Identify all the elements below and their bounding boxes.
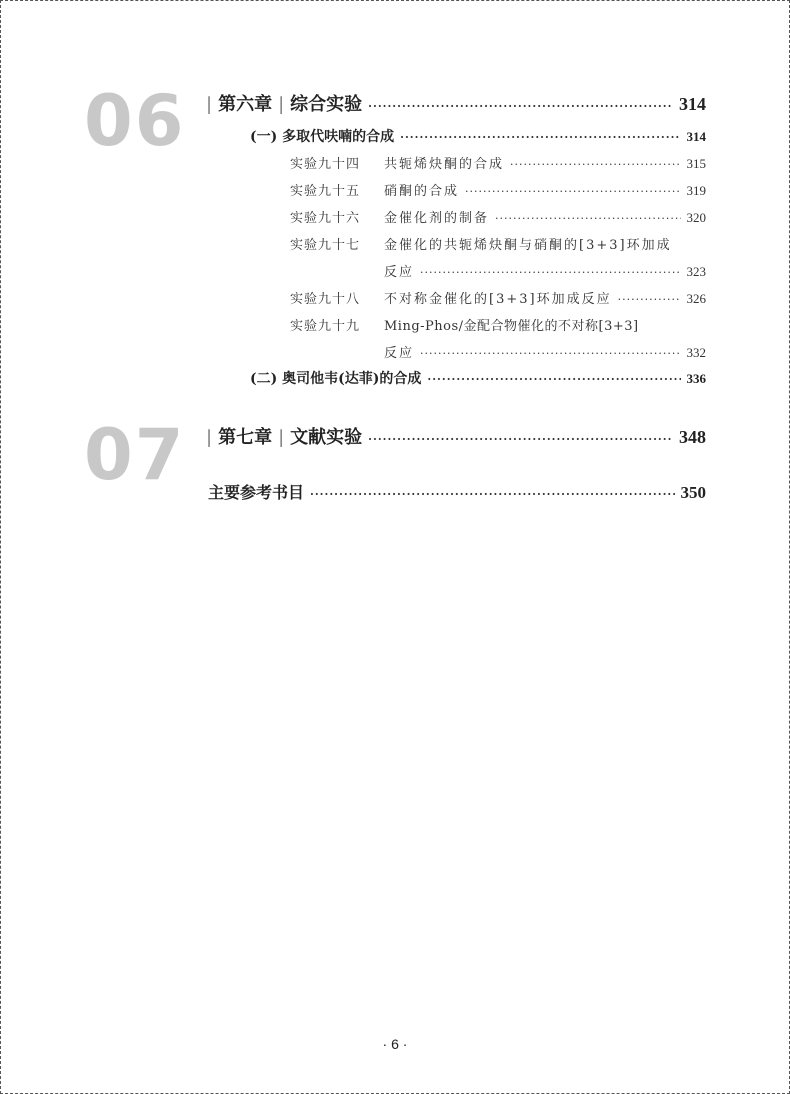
experiment-page: 332 — [686, 345, 706, 360]
experiment-entry[interactable] — [290, 288, 706, 307]
experiment-title: 硝酮的合成 — [384, 184, 460, 199]
chapter6-page: 314 — [679, 94, 706, 114]
chapter6-label: 第六章 — [218, 94, 273, 115]
leader-dots — [400, 131, 680, 144]
experiment-title: Ming-Phos/金配合物催化的不对称[3+3] — [384, 319, 639, 334]
leader-dots — [310, 488, 674, 501]
page-number: · 6 · — [382, 1036, 408, 1052]
experiment-number: 实验九十九 — [290, 319, 361, 334]
experiment-entry[interactable] — [290, 153, 706, 172]
leader-dots — [420, 266, 680, 279]
experiment-page: 315 — [686, 156, 706, 171]
section2-entry[interactable] — [250, 368, 706, 388]
leader-dots — [368, 433, 673, 446]
experiment-title: 金催化的共轭烯炔酮与硝酮的[3+3]环加成 — [384, 238, 672, 253]
experiment-title: 金催化剂的制备 — [384, 211, 490, 226]
chapter-divider: | — [278, 427, 285, 448]
section1-entry[interactable] — [250, 126, 706, 146]
experiment-number: 实验九十七 — [290, 238, 361, 253]
leader-dots — [618, 293, 681, 306]
leader-dots — [420, 347, 680, 360]
chapter-divider: | — [278, 94, 285, 115]
leader-dots — [368, 100, 673, 113]
experiment-page: 320 — [686, 210, 706, 225]
experiment-page: 326 — [686, 291, 706, 306]
experiment-page: 323 — [686, 264, 706, 279]
experiment-title-continued: 反应 — [384, 346, 415, 361]
section2-page: 336 — [686, 371, 706, 386]
experiment-entry[interactable] — [290, 207, 706, 226]
experiment-entry[interactable] — [290, 234, 706, 253]
experiment-number: 实验九十八 — [290, 292, 361, 307]
experiment-title-continued: 反应 — [384, 265, 415, 280]
experiment-number: 实验九十四 — [290, 157, 361, 172]
chapter7-label: 第七章 — [218, 427, 273, 448]
experiment-entry-continuation[interactable] — [384, 261, 706, 280]
experiment-page: 319 — [686, 183, 706, 198]
experiment-number: 实验九十五 — [290, 184, 361, 199]
leader-dots — [510, 158, 680, 171]
chapter-divider: | — [206, 94, 213, 115]
chapter7-title: 文献实验 — [290, 427, 363, 448]
experiment-title: 不对称金催化的[3+3]环加成反应 — [384, 292, 612, 307]
leader-dots — [465, 185, 680, 198]
chapter7-entry[interactable] — [206, 423, 706, 449]
references-page: 350 — [680, 483, 706, 502]
leader-dots — [495, 212, 680, 225]
section1-page: 314 — [686, 129, 706, 144]
experiment-number: 实验九十六 — [290, 211, 361, 226]
chapter6-title: 综合实验 — [290, 94, 363, 115]
section2-label: (二) 奥司他韦(达菲)的合成 — [250, 371, 422, 387]
references-label: 主要参考书目 — [208, 483, 305, 502]
chapter6-entry[interactable] — [206, 90, 706, 116]
experiment-title: 共轭烯炔酮的合成 — [384, 157, 505, 172]
chapter7-big-number: 07 — [84, 414, 186, 496]
chapter-divider: | — [206, 427, 213, 448]
experiment-entry[interactable] — [290, 315, 706, 334]
leader-dots — [427, 373, 680, 386]
experiment-entry[interactable] — [290, 180, 706, 199]
experiment-entry-continuation[interactable] — [384, 342, 706, 361]
references-entry[interactable] — [208, 480, 706, 503]
chapter7-page: 348 — [679, 427, 706, 447]
section1-label: (一) 多取代呋喃的合成 — [250, 129, 395, 145]
chapter6-big-number: 06 — [84, 80, 186, 162]
